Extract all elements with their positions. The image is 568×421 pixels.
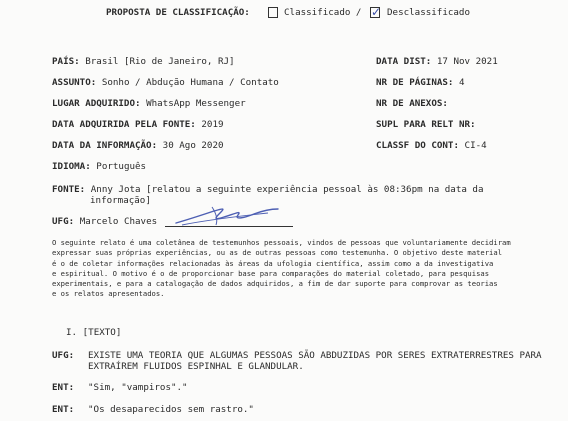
transcript-text-continuation: EXTRAÍREM FLUIDOS ESPINHAL E GLANDULAR. <box>88 361 304 372</box>
field-data-dist <box>376 56 498 67</box>
field-value: Português <box>96 161 147 172</box>
transcript-speaker: UFG: <box>52 350 75 361</box>
field-lugar-adquirido <box>52 98 246 109</box>
transcript-speaker: ENT: <box>52 382 75 393</box>
field-fonte <box>52 184 483 195</box>
disclaimer-line: e espiritual. O motivo é o de proporcionar base para comparações do material coletado, para pesquisas <box>52 268 490 278</box>
disclaimer-line: O seguinte relato é uma coletânea de testemunhos pessoais, vindos de pessoas que voluntariamente decidiram <box>52 238 511 247</box>
field-data-informacao <box>52 140 224 151</box>
field-supl <box>376 119 476 130</box>
transcript-text: "Os desaparecidos sem rastro." <box>88 404 254 415</box>
field-pais <box>52 56 235 67</box>
field-value: 17 Nov 2021 <box>436 56 498 67</box>
transcript-speaker: ENT: <box>52 404 75 415</box>
field-fonte-continuation: informação] <box>90 195 151 206</box>
check-mark-icon: ✓ <box>371 5 382 19</box>
field-label: DATA ADQUIRIDA PELA FONTE: <box>52 119 196 130</box>
field-assunto <box>52 77 279 88</box>
field-value: CI-4 <box>464 140 487 151</box>
field-label: DATA DIST: <box>376 56 432 67</box>
classification-proposal-label: PROPOSTA DE CLASSIFICAÇÃO: <box>106 7 250 18</box>
declassified-checkbox[interactable] <box>370 7 380 18</box>
field-label: UFG: <box>52 216 75 227</box>
field-data-adquirida <box>52 119 224 130</box>
field-nr-paginas <box>376 77 465 88</box>
field-label: CLASSF DO CONT: <box>376 140 459 151</box>
field-value: 2019 <box>201 119 224 130</box>
field-value: 30 Ago 2020 <box>162 140 224 151</box>
classified-option-label: Classificado / <box>284 7 362 18</box>
section-heading <box>66 327 121 338</box>
field-label: IDIOMA: <box>52 161 91 172</box>
disclaimer-paragraph <box>52 238 534 300</box>
disclaimer-line: expressar suas próprias experiências, ou as de outras pessoas como testemunha. O objetivo deste material <box>52 248 503 258</box>
disclaimer-line: experimentais, e para a catalogação de dados adquiridos, a fim de dar suporte para comprovar as teorias <box>52 279 498 289</box>
signature-scribble <box>172 203 284 229</box>
field-label: LUGAR ADQUIRIDO: <box>52 98 141 109</box>
field-value: Marcelo Chaves <box>79 216 158 227</box>
disclaimer-line: é o de coletar informações relacionadas às áreas da ufologia científica, assim como a da investigativa <box>52 258 494 268</box>
classified-checkbox[interactable] <box>268 7 278 18</box>
transcript-text: EXISTE UMA TEORIA QUE ALGUMAS PESSOAS SÃO ABDUZIDAS POR SERES EXTRATERRESTRES PARA <box>88 350 542 361</box>
field-value: 4 <box>459 77 465 88</box>
field-value: Brasil [Rio de Janeiro, RJ] <box>85 56 235 67</box>
field-label: ASSUNTO: <box>52 77 97 88</box>
declassified-option-label: Desclassificado <box>387 7 470 18</box>
field-label: NR DE ANEXOS: <box>376 98 448 109</box>
section-number: I. <box>66 327 78 338</box>
disclaimer-line: e os relatos apresentados. <box>52 289 165 299</box>
field-label: FONTE: <box>52 184 86 195</box>
field-idioma <box>52 161 146 172</box>
field-label: SUPL PARA RELT NR: <box>376 119 476 130</box>
field-value: Sonho / Abdução Humana / Contato <box>101 77 279 88</box>
field-ufg <box>52 216 157 227</box>
field-value: WhatsApp Messenger <box>146 98 246 109</box>
field-value: Anny Jota [relatou a seguinte experiência pessoal às 08:36pm na data da <box>90 184 484 195</box>
field-classf <box>376 140 487 151</box>
section-title: [TEXTO] <box>82 327 122 338</box>
field-label: NR DE PÁGINAS: <box>376 77 454 88</box>
field-label: PAÍS: <box>52 56 80 67</box>
field-nr-anexos <box>376 98 448 109</box>
field-label: DATA DA INFORMAÇÃO: <box>52 140 158 151</box>
transcript-text: "Sim, "vampiros"." <box>88 382 188 393</box>
